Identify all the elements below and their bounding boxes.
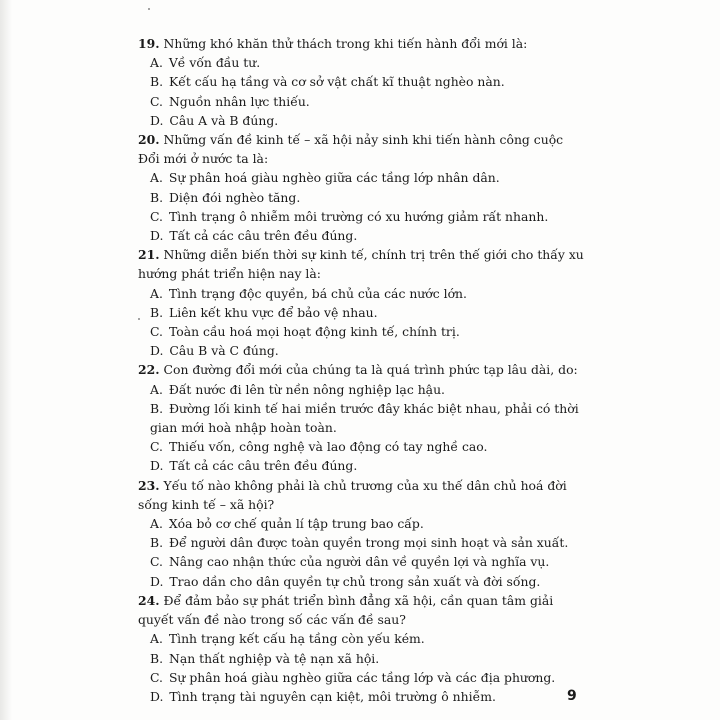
option-letter: A. xyxy=(150,516,163,532)
option-letter: C. xyxy=(150,93,163,109)
option-text: Câu B và C đúng. xyxy=(169,343,279,359)
question-number: 24. xyxy=(138,592,160,608)
question-23 xyxy=(138,476,588,591)
answer-option xyxy=(150,341,588,360)
option-letter: B. xyxy=(150,400,164,416)
option-text: Để người dân được toàn quyền trong mọi sinh hoạt và sản xuất. xyxy=(169,535,569,551)
option-letter: C. xyxy=(150,439,163,455)
question-stem xyxy=(138,591,588,629)
answer-option xyxy=(150,668,588,687)
option-text: Về vốn đầu tư. xyxy=(168,55,261,71)
scan-shadow xyxy=(0,0,12,720)
question-19 xyxy=(138,34,588,130)
question-text: Yếu tố nào không phải là chủ trương của xu thế dân chủ hoá đời sống kinh tế – xã hội? xyxy=(138,477,567,512)
option-text: Tình trạng tài nguyên cạn kiệt, môi trường ô nhiễm. xyxy=(169,688,496,704)
answer-option xyxy=(150,322,588,341)
option-text: Sự phân hoá giàu nghèo giữa các tầng lớp và các địa phương. xyxy=(168,669,556,685)
option-letter: B. xyxy=(150,304,164,320)
option-letter: A. xyxy=(150,285,163,301)
question-number: 22. xyxy=(138,362,160,378)
question-20 xyxy=(138,130,588,245)
option-letter: A. xyxy=(150,170,163,186)
answer-option xyxy=(150,303,588,322)
answer-option xyxy=(150,399,588,437)
question-text: Con đường đổi mới của chúng ta là quá trình phức tạp lâu dài, do: xyxy=(163,362,578,378)
option-text: Nâng cao nhận thức của người dân về quyền lợi và nghĩa vụ. xyxy=(168,554,550,570)
option-text: Tình trạng độc quyền, bá chủ của các nước lớn. xyxy=(168,285,467,301)
answer-option xyxy=(150,552,588,571)
answer-option xyxy=(150,111,588,130)
question-text: Những diễn biến thời sự kinh tế, chính trị trên thế giới cho thấy xu hướng phát triển hiện nay là: xyxy=(138,247,584,282)
question-number: 23. xyxy=(138,477,160,493)
answer-option xyxy=(150,456,588,475)
option-letter: B. xyxy=(150,535,164,551)
option-letter: B. xyxy=(150,650,164,666)
option-text: Tất cả các câu trên đều đúng. xyxy=(169,458,358,474)
option-text: Đường lối kinh tế hai miền trước đây khác biệt nhau, phải có thời gian mới hoà nhập hoàn toàn. xyxy=(150,400,579,436)
option-text: Xóa bỏ cơ chế quản lí tập trung bao cấp. xyxy=(168,516,424,532)
option-text: Nguồn nhân lực thiếu. xyxy=(168,93,310,109)
question-24 xyxy=(138,591,588,706)
question-21 xyxy=(138,245,588,360)
answer-option xyxy=(150,437,588,456)
answer-option xyxy=(150,53,588,72)
page-number: 9 xyxy=(567,688,577,704)
answer-option xyxy=(150,572,588,591)
option-text: Câu A và B đúng. xyxy=(169,112,279,128)
option-letter: A. xyxy=(150,381,163,397)
option-text: Liên kết khu vực để bảo vệ nhau. xyxy=(169,304,378,320)
question-stem xyxy=(138,360,588,379)
option-letter: D. xyxy=(150,688,164,704)
option-letter: B. xyxy=(150,189,164,205)
option-text: Kết cấu hạ tầng và cơ sở vật chất kĩ thuật nghèo nàn. xyxy=(169,74,505,90)
question-text: Những khó khăn thử thách trong khi tiến hành đổi mới là: xyxy=(163,36,528,51)
answer-option xyxy=(150,226,588,245)
question-22 xyxy=(138,360,588,475)
scan-speck xyxy=(148,8,150,10)
answer-option xyxy=(150,380,588,399)
answer-option xyxy=(150,168,588,187)
answer-option xyxy=(150,72,588,91)
question-text: Để đảm bảo sự phát triển bình đẳng xã hội, cần quan tâm giải quyết vấn đề nào trong số các vấn đề sau? xyxy=(138,592,554,628)
option-letter: C. xyxy=(150,554,163,570)
option-letter: D. xyxy=(150,343,164,359)
question-text: Những vấn đề kinh tế – xã hội nảy sinh khi tiến hành công cuộc Đổi mới ở nước ta là: xyxy=(138,132,564,167)
option-letter: D. xyxy=(150,573,164,589)
question-number: 19. xyxy=(138,36,160,51)
option-text: Nạn thất nghiệp và tệ nạn xã hội. xyxy=(169,650,380,666)
question-stem xyxy=(138,245,588,283)
option-letter: D. xyxy=(150,458,164,474)
answer-option xyxy=(150,284,588,303)
option-letter: C. xyxy=(150,324,163,340)
option-letter: A. xyxy=(150,631,163,647)
option-text: Trao dần cho dân quyền tự chủ trong sản xuất và đời sống. xyxy=(169,573,541,589)
answer-option xyxy=(150,649,588,668)
option-text: Đất nước đi lên từ nền nông nghiệp lạc hậu. xyxy=(168,381,445,397)
answer-option xyxy=(150,188,588,207)
option-text: Diện đói nghèo tăng. xyxy=(169,189,301,205)
option-letter: C. xyxy=(150,669,163,685)
question-number: 20. xyxy=(138,132,160,148)
question-list xyxy=(138,34,588,706)
option-letter: A. xyxy=(150,55,163,71)
question-stem xyxy=(138,130,588,168)
option-text: Tình trạng ô nhiễm môi trường có xu hướng giảm rất nhanh. xyxy=(168,208,549,224)
option-letter: D. xyxy=(150,112,164,128)
option-text: Sự phân hoá giàu nghèo giữa các tầng lớp nhân dân. xyxy=(168,170,500,186)
question-stem xyxy=(138,34,588,53)
question-stem xyxy=(138,476,588,514)
answer-option xyxy=(150,514,588,533)
option-text: Thiếu vốn, công nghệ và lao động có tay nghề cao. xyxy=(168,439,488,455)
option-letter: B. xyxy=(150,74,164,90)
answer-option xyxy=(150,687,588,706)
option-text: Toàn cầu hoá mọi hoạt động kinh tế, chính trị. xyxy=(168,324,460,340)
option-text: Tất cả các câu trên đều đúng. xyxy=(169,228,358,244)
question-number: 21. xyxy=(138,247,160,263)
answer-option xyxy=(150,92,588,111)
option-letter: D. xyxy=(150,228,164,244)
answer-option xyxy=(150,533,588,552)
option-text: Tình trạng kết cấu hạ tầng còn yếu kém. xyxy=(168,631,425,647)
answer-option xyxy=(150,207,588,226)
option-letter: C. xyxy=(150,208,163,224)
answer-option xyxy=(150,629,588,648)
